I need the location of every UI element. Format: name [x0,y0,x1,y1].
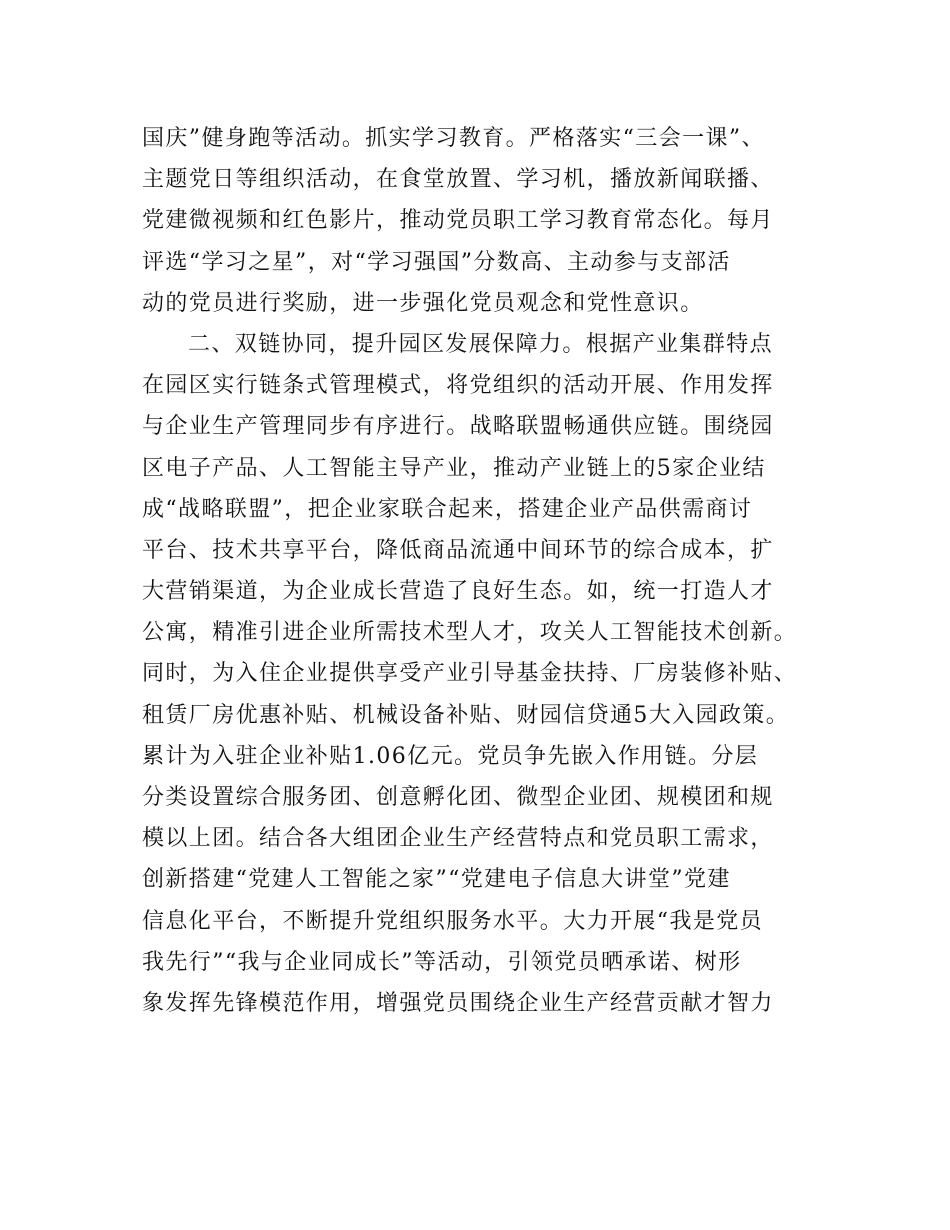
text-line: 模以上团。结合各大组团企业生产经营特点和党员职工需求， [142,826,774,852]
text-line: 在园区实行链条式管理模式，将党组织的活动开展、作用发挥 [142,373,774,399]
text-line: 信息化平台，不断提升党组织服务水平。大力开展“我是党员 [142,908,764,934]
text-line: 平台、技术共享平台，降低商品流通中间环节的综合成本，扩 [142,537,774,563]
text-line: 创新搭建“党建人工智能之家”“党建电子信息大讲堂”党建 [142,867,731,893]
paragraph-2 [142,324,832,1024]
text-line: 区电子产品、人工智能主导产业，推动产业链上的5家企业结 [142,455,766,481]
text-line: 我先行”“我与企业同成长”等活动，引领党员晒承诺、树形 [142,949,742,975]
document-body [142,118,832,1024]
text-line: 同时，为入住企业提供享受产业引导基金扶持、厂房装修补贴、 [142,661,798,687]
text-line: 大营销渠道，为企业成长营造了良好生态。如，统一打造人才 [142,579,774,605]
text-line: 党建微视频和红色影片，推动党员职工学习教育常态化。每月 [142,208,774,234]
text-line: 与企业生产管理同步有序进行。战略联盟畅通供应链。围绕园 [142,414,774,440]
text-line: 二、双链协同，提升园区发展保障力。根据产业集群特点 [188,331,774,357]
text-line: 动的党员进行奖励，进一步强化党员观念和党性意识。 [142,290,704,316]
text-line: 象发挥先锋模范作用，增强党员围绕企业生产经营贡献才智力 [142,990,774,1016]
text-line: 公寓，精准引进企业所需技术型人才，攻关人工智能技术创新。 [142,620,798,646]
text-line: 租赁厂房优惠补贴、机械设备补贴、财园信贷通5大入园政策。 [142,702,790,728]
text-line: 评选“学习之星”，对“学习强国”分数高、主动参与支部活 [142,249,731,275]
text-line: 累计为入驻企业补贴1.06亿元。党员争先嵌入作用链。分层 [142,743,759,769]
paragraph-1 [142,118,832,324]
text-line: 国庆”健身跑等活动。抓实学习教育。严格落实“三会一课”、 [142,126,765,151]
text-line: 成“战略联盟”，把企业家联合起来，搭建企业产品供需商讨 [142,496,753,522]
text-line: 分类设置综合服务团、创意孵化团、微型企业团、规模团和规 [142,785,774,810]
text-line: 主题党日等组织活动，在食堂放置、学习机，播放新闻联播、 [142,167,774,193]
